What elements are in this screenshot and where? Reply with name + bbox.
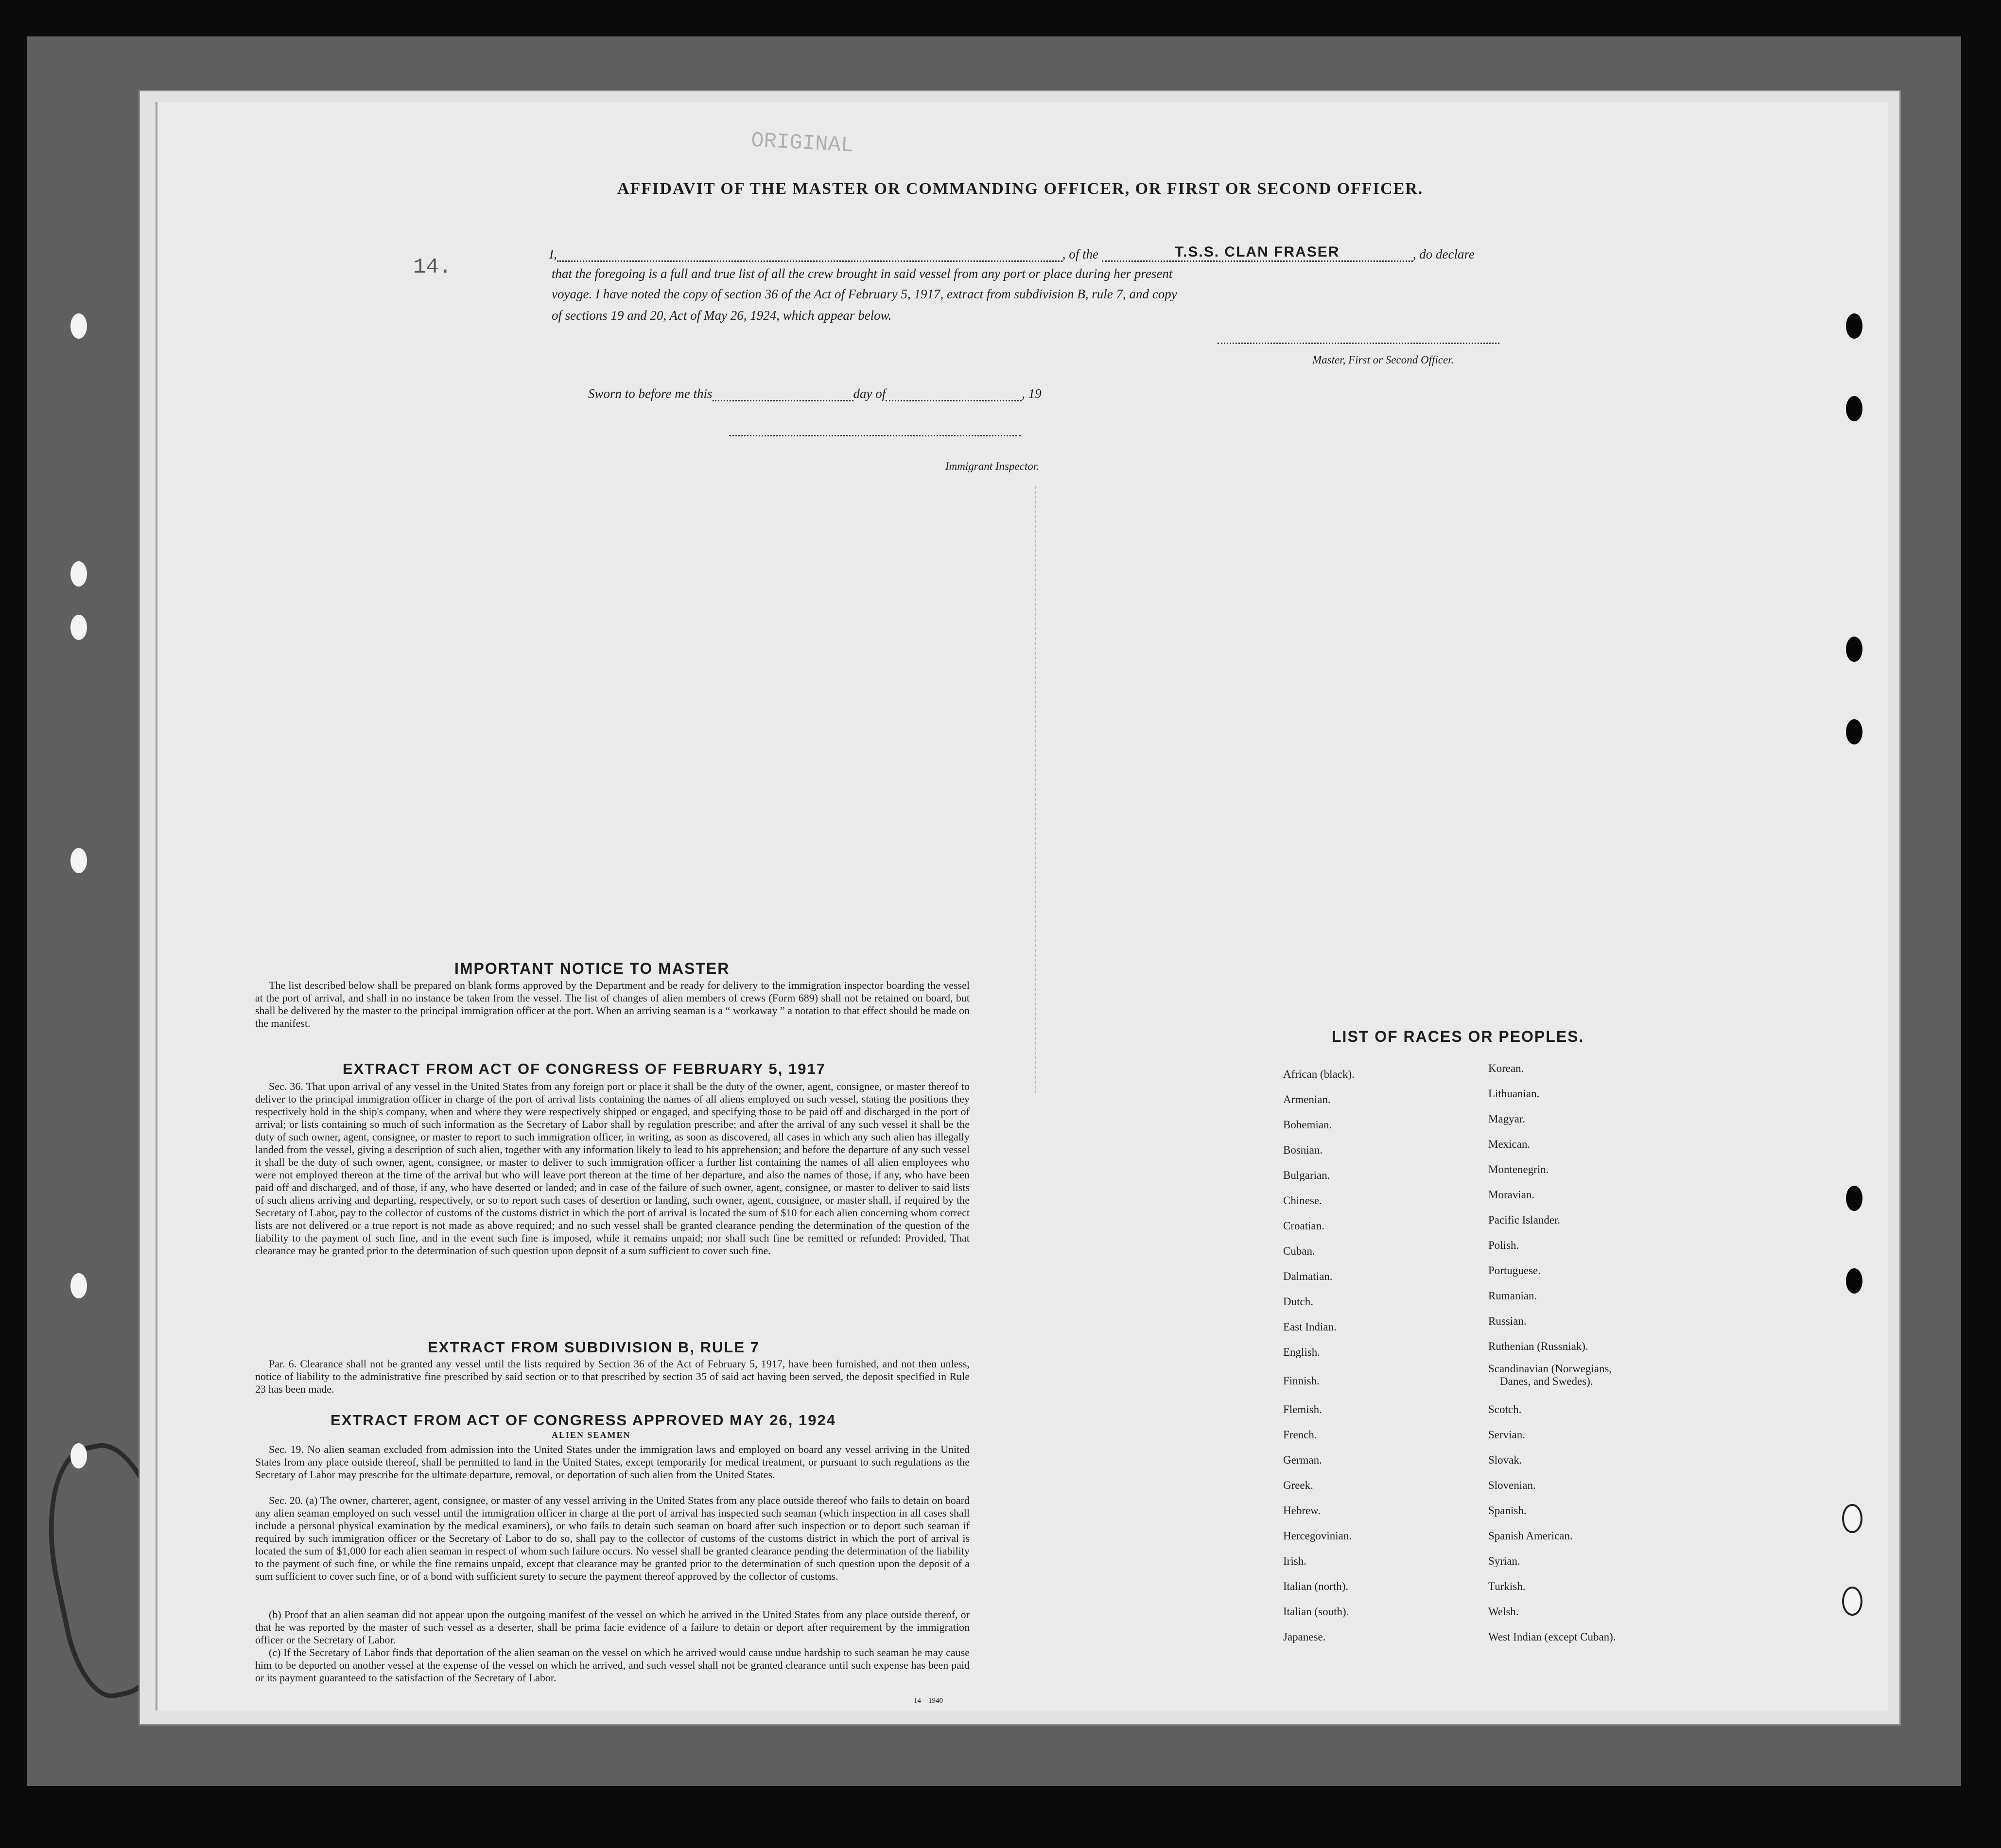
bleed-through-rule xyxy=(1035,486,1036,1093)
punch-hole-left xyxy=(70,615,87,640)
race-item: Dutch. xyxy=(1283,1295,1313,1308)
section-20c-text: (c) If the Secretary of Labor finds that deportation of the alien seaman on the vessel on which he arrived would cause undue hardship to such seaman he may cause him to be deported on another vessel at the expense of the vessel on which he arrived, and such vessel shall not be granted clearance until such expense has been paid or its payment guaranteed to the satisfaction of the Secretary of Labor. xyxy=(255,1646,970,1684)
race-item: Lithuanian. xyxy=(1488,1088,1540,1100)
race-item: Slovenian. xyxy=(1488,1479,1536,1491)
race-item: Mexican. xyxy=(1488,1138,1531,1150)
original-stamp: ORIGINAL xyxy=(750,128,854,158)
race-item: Cuban. xyxy=(1283,1245,1315,1257)
race-item: West Indian (except Cuban). xyxy=(1488,1631,1616,1643)
race-item: Bulgarian. xyxy=(1283,1169,1330,1181)
extract-1924-heading: EXTRACT FROM ACT OF CONGRESS APPROVED MAY 26, 1924 xyxy=(331,1412,836,1429)
master-signature-line[interactable] xyxy=(1218,343,1499,344)
race-item: French. xyxy=(1283,1429,1317,1441)
extract-1917-text: Sec. 36. That upon arrival of any vessel in the United States from any foreign port or place it shall be the duty of the owner, agent, consignee, or master thereof to deliver to the principal immigration officer in charge of the port of arrival lists containing the names of all aliens employed on such vessel, stating the positions they respectively hold in the ship's company, when and where they were respectively shipped or engaged, and specifying those to be paid off and discharged in the port of arrival; or lists containing so much of such information as the Secretary of Labor shall by regulation prescribe; and after the arrival of any such vessel it shall be the duty of such owner, agent, consignee, or master to report to such immigration officer, in writing, as soon as discovered, all cases in which any such alien has illegally landed from the vessel, giving a description of such alien, together with any information likely to lead to his apprehension; and before the departure of any such vessel it shall be the duty of such owner, agent, consignee, or master to deliver to such immigration officer a further list containing the names of all alien employees who were not employed thereon at the time of the arrival but who will leave port thereon at the time of her departure, and also the names of those, if any, who have been paid off and discharged, and of those, if any, who have deserted or landed; and in case of the failure of such owner, agent, consignee, or master to deliver to said lists of such aliens arriving and departing, respectively, or so to report such cases of desertion or landing, such owner, agent, consignee, or master shall, if required by the Secretary of Labor, pay to the collector of customs of the customs district in which the port of arrival is located the sum of $10 for each alien concerning whom correct lists are not delivered or a true report is not made as above required; and no such vessel shall be granted clearance pending the determination of the question of the liability to the payment of such fine, and in the event such fine is imposed, while it remains unpaid; nor shall such fine be remitted or refunded: Provided, That clearance may be granted prior to the determination of such question upon deposit of a sum sufficient to cover such fine. xyxy=(255,1080,970,1257)
race-item: Irish. xyxy=(1283,1555,1306,1567)
declaration-line-2: that the foregoing is a full and true list of all the crew brought in said vessel from any port or place during her present xyxy=(552,266,1173,281)
race-item: Rumanian. xyxy=(1488,1290,1537,1302)
race-item: Turkish. xyxy=(1488,1580,1526,1592)
race-item: Welsh. xyxy=(1488,1606,1519,1618)
vessel-name: T.S.S. CLAN FRASER xyxy=(1175,244,1340,260)
punch-hole-left xyxy=(70,561,87,587)
sworn-line xyxy=(588,386,1042,401)
alien-seamen-subheading: ALIEN SEAMEN xyxy=(552,1430,631,1440)
race-item: Croatian. xyxy=(1283,1220,1324,1232)
race-item: Hebrew. xyxy=(1283,1504,1321,1517)
race-item: German. xyxy=(1283,1454,1322,1466)
race-item: Spanish. xyxy=(1488,1504,1527,1517)
declaration-line-1 xyxy=(549,244,1475,262)
punch-hole-left xyxy=(70,1273,87,1298)
races-list-right xyxy=(1488,1056,1616,1650)
race-item: Ruthenian (Russniak). xyxy=(1488,1340,1588,1352)
punch-hole-right xyxy=(1846,396,1862,421)
race-item: Magyar. xyxy=(1488,1113,1526,1125)
race-item: Scotch. xyxy=(1488,1403,1522,1416)
of-the-text: , of the xyxy=(1062,247,1098,261)
inspector-signature-line[interactable] xyxy=(729,435,1021,436)
punch-hole-right xyxy=(1846,1186,1862,1211)
race-item: Italian (south). xyxy=(1283,1606,1349,1618)
race-item: Greek. xyxy=(1283,1479,1313,1491)
section-20b-text: (b) Proof that an alien seaman did not appear upon the outgoing manifest of the vessel on which he arrived in the United States from any place outside thereof, or that he was reported by the master of such vessel as a deserter, shall be prima facie evidence of a failure to detain or deport after requirement by the immigration officer or the Secretary of Labor. xyxy=(255,1608,970,1646)
race-item: Pacific Islander. xyxy=(1488,1214,1561,1226)
day-of-text: day of xyxy=(853,386,886,401)
section-19-text: Sec. 19. No alien seaman excluded from admission into the United States under the immigration laws and employed on board any vessel arriving in the United States from any place outside thereof, shall be permitted to land in the United States, except temporarily for medical treatment, or pursuant to such regulations as the Secretary of Labor may prescribe for the ultimate departure, removal, or deportation of such alien from the United States. xyxy=(255,1443,970,1481)
race-item: African (black). xyxy=(1283,1068,1355,1080)
race-item: Bohemian. xyxy=(1283,1119,1332,1131)
race-item: Scandinavian (Norwegians, xyxy=(1488,1363,1612,1375)
rule-7-heading: EXTRACT FROM SUBDIVISION B, RULE 7 xyxy=(428,1339,760,1356)
punch-hole-left xyxy=(70,1443,87,1468)
race-item: Korean. xyxy=(1488,1062,1524,1074)
vessel-name-field[interactable] xyxy=(1102,244,1413,262)
race-item: Armenian. xyxy=(1283,1093,1331,1105)
affidavit-title: AFFIDAVIT OF THE MASTER OR COMMANDING OFFICER, OR FIRST OR SECOND OFFICER. xyxy=(617,180,1424,198)
race-item: Italian (north). xyxy=(1283,1580,1349,1592)
inspector-signature-caption: Immigrant Inspector. xyxy=(945,460,1039,472)
race-item: Portuguese. xyxy=(1488,1264,1541,1277)
race-item: Russian. xyxy=(1488,1315,1527,1327)
section-20a-text: Sec. 20. (a) The owner, charterer, agent, consignee, or master of any vessel arriving in the United States from any place outside thereof who fails to detain on board any alien seaman employed on such vessel until the immigration officer in charge at the port of arrival has inspected such seaman (which inspection in all cases shall include a personal physical examination by the medical examiners), or who fails to detain such seaman on board after such inspection or to deport such seaman if required by such immigration officer or the Secretary of Labor to do so, shall pay to the collector of customs of the customs district in which the port of arrival is located the sum of $1,000 for each alien seaman in respect of whom such failure occurs. No vessel shall be granted clearance pending the determination of the liability to the payment of such fine, or while the fine remains unpaid, except that clearance may be granted prior to the determination of such question upon the deposit of a sum sufficient to cover such fine, or of a bond with sufficient surety to secure the payment thereof approved by the collector of customs. xyxy=(255,1494,970,1582)
race-item: Moravian. xyxy=(1488,1189,1535,1201)
races-list-left xyxy=(1283,1062,1355,1650)
declaration-line-4: of sections 19 and 20, Act of May 26, 1924, which appear below. xyxy=(552,308,892,323)
punch-hole-right xyxy=(1846,637,1862,662)
race-item: Montenegrin. xyxy=(1488,1163,1549,1175)
races-list-title: LIST OF RACES OR PEOPLES. xyxy=(1332,1028,1584,1045)
race-item: Danes, and Swedes). xyxy=(1500,1375,1593,1387)
race-item: Polish. xyxy=(1488,1239,1519,1251)
punch-hole-right xyxy=(1842,1587,1862,1616)
sworn-month-field[interactable] xyxy=(886,400,1022,401)
race-item: Servian. xyxy=(1488,1429,1526,1441)
punch-hole-left xyxy=(70,313,87,339)
race-item: Finnish. xyxy=(1283,1375,1320,1387)
race-item: Syrian. xyxy=(1488,1555,1520,1567)
rule-7-text: Par. 6. Clearance shall not be granted any vessel until the lists required by Section 36 of the Act of February 5, 1917, have been furnished, and not then unless, notice of liability to the administrative fine prescribed by said section or to that prescribed by section 35 of said act having been served, the deposit specified in Rule 23 has been made. xyxy=(255,1358,970,1395)
year-prefix: , 19 xyxy=(1022,386,1042,401)
race-item: East Indian. xyxy=(1283,1321,1337,1333)
notice-text: The list described below shall be prepared on blank forms approved by the Department and be ready for delivery to the immigration inspector boarding the vessel at the port of arrival, and shall in no instance be taken from the vessel. The list of changes of alien members of crews (Form 689) shall not be retained on board, but shall be delivered by the master to the principal immigration officer at the port. When an arriving seaman is a “ workaway ” a notation to that effect should be made on the manifest. xyxy=(255,979,970,1029)
race-item: Hercegovinian. xyxy=(1283,1530,1352,1542)
race-item: Chinese. xyxy=(1283,1194,1322,1207)
race-item: Flemish. xyxy=(1283,1403,1322,1416)
punch-hole-right xyxy=(1846,313,1862,339)
punch-hole-right xyxy=(1846,719,1862,744)
race-item: Bosnian. xyxy=(1283,1144,1323,1156)
sworn-text: Sworn to before me this xyxy=(588,386,713,401)
notice-heading: IMPORTANT NOTICE TO MASTER xyxy=(454,960,730,977)
master-signature-caption: Master, First or Second Officer. xyxy=(1312,354,1454,366)
page-number-mark: 14. xyxy=(413,255,452,279)
master-name-field[interactable] xyxy=(557,260,1062,262)
do-declare-text: , do declare xyxy=(1412,247,1475,261)
race-item: Slovak. xyxy=(1488,1454,1522,1466)
race-item: Japanese. xyxy=(1283,1631,1326,1643)
race-item: Dalmatian. xyxy=(1283,1270,1333,1282)
punch-hole-right xyxy=(1842,1504,1862,1533)
punch-hole-right xyxy=(1846,1268,1862,1294)
declaration-line-3: voyage. I have noted the copy of section 36 of the Act of February 5, 1917, extract from subdivision B, rule 7, and copy xyxy=(552,287,1177,301)
declaration-i: I, xyxy=(549,247,557,261)
race-item: Spanish American. xyxy=(1488,1530,1573,1542)
form-number: 14—1940 xyxy=(914,1697,943,1705)
punch-hole-left xyxy=(70,848,87,873)
extract-1917-heading: EXTRACT FROM ACT OF CONGRESS OF FEBRUARY 5, 1917 xyxy=(343,1060,826,1077)
sworn-day-field[interactable] xyxy=(713,400,853,401)
race-item: English. xyxy=(1283,1346,1321,1358)
